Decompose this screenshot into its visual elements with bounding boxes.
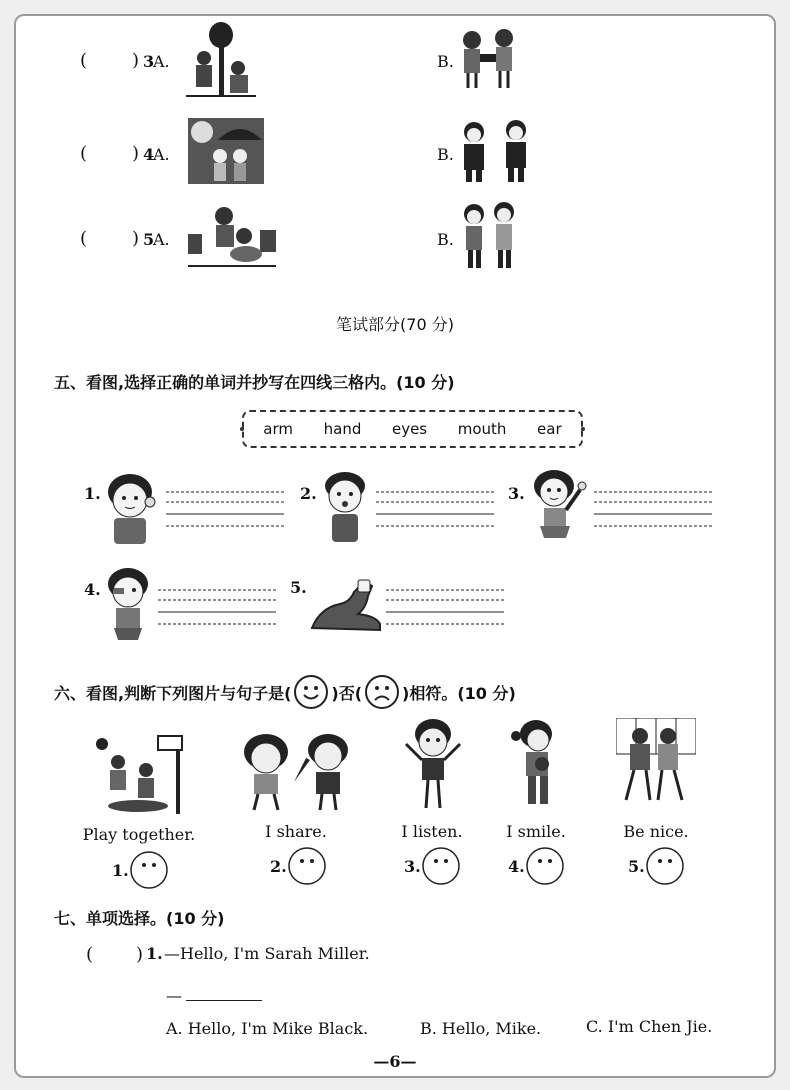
answer-paren-open: ( bbox=[86, 944, 94, 965]
item-number: 4. bbox=[508, 856, 525, 876]
boy-listening-illustration bbox=[400, 716, 466, 814]
section-5-title: 五、看图,选择正确的单词并抄写在四线三格内。(10 分) bbox=[54, 373, 455, 392]
item-number: 1. bbox=[84, 484, 101, 503]
writing-lines bbox=[166, 490, 284, 530]
item-number: 2. bbox=[270, 856, 287, 876]
option-b-label: B. bbox=[437, 230, 454, 249]
answer-blank[interactable] bbox=[186, 1000, 262, 1001]
blank-face-answer-icon[interactable] bbox=[287, 846, 327, 886]
smiley-face-icon bbox=[293, 674, 329, 710]
answer-circle-group bbox=[628, 846, 685, 886]
page-number: —6— bbox=[373, 1052, 417, 1071]
section-6-title-part: )否( bbox=[331, 683, 363, 703]
picture-caption: I smile. bbox=[506, 822, 566, 841]
answer-circle-group bbox=[112, 850, 169, 890]
word-bank-word: mouth bbox=[457, 420, 507, 438]
girl-touching-eyes-illustration bbox=[100, 566, 156, 648]
answer-paren-open: ( bbox=[80, 50, 88, 71]
sad-face-icon bbox=[364, 674, 400, 710]
item-number: 5. bbox=[290, 578, 307, 597]
answer-circle-group bbox=[404, 846, 461, 886]
kids-under-umbrella-illustration bbox=[188, 118, 264, 184]
boy-helping-friend-illustration bbox=[188, 204, 276, 268]
blank-face-answer-icon[interactable] bbox=[525, 846, 565, 886]
picture-caption: I listen. bbox=[401, 822, 463, 841]
answer-paren-close: ) bbox=[132, 228, 140, 249]
item-number: 1. bbox=[146, 944, 163, 963]
boy-touching-ear-illustration bbox=[102, 472, 160, 552]
blank-face-answer-icon[interactable] bbox=[129, 850, 169, 890]
girl-raising-hand-illustration bbox=[528, 468, 590, 550]
answer-dash: — bbox=[166, 986, 182, 1005]
option-a-label: A. bbox=[153, 52, 170, 71]
written-part-title: 笔试部分(70 分) bbox=[336, 315, 454, 334]
kids-planting-tree-illustration bbox=[186, 20, 256, 100]
writing-lines bbox=[594, 490, 712, 530]
girl-smiling-illustration bbox=[508, 718, 566, 812]
two-girls-sharing-illustration bbox=[456, 26, 522, 92]
picture-caption: I share. bbox=[265, 822, 327, 841]
answer-paren-open: ( bbox=[80, 143, 88, 164]
item-number: 5 bbox=[143, 230, 155, 249]
section-6-title-part: )相符。(10 分) bbox=[402, 683, 516, 703]
option-c: C. I'm Chen Jie. bbox=[586, 1017, 713, 1036]
question-text: —Hello, I'm Sarah Miller. bbox=[164, 944, 370, 963]
boy-pointing-mouth-illustration bbox=[318, 470, 372, 550]
kids-playing-basketball-illustration bbox=[94, 720, 190, 816]
option-a-label: A. bbox=[153, 145, 170, 164]
answer-paren-close: ) bbox=[136, 944, 144, 965]
two-kids-talking-illustration bbox=[458, 118, 532, 184]
boys-being-nice-illustration bbox=[616, 718, 696, 808]
word-bank bbox=[242, 410, 583, 448]
option-a: A. Hello, I'm Mike Black. bbox=[166, 1019, 369, 1038]
item-number: 4 bbox=[143, 145, 155, 164]
writing-lines bbox=[376, 490, 494, 530]
two-kids-walking-illustration bbox=[458, 200, 522, 272]
kids-sharing-umbrella-illustration bbox=[236, 732, 364, 814]
option-b-label: B. bbox=[437, 145, 454, 164]
option-a-label: A. bbox=[153, 230, 170, 249]
item-number: 3. bbox=[404, 856, 421, 876]
option-b: B. Hello, Mike. bbox=[420, 1019, 542, 1038]
blank-face-answer-icon[interactable] bbox=[645, 846, 685, 886]
section-6-title bbox=[54, 674, 516, 710]
item-number: 2. bbox=[300, 484, 317, 503]
writing-lines bbox=[386, 588, 504, 628]
section-7-title: 七、单项选择。(10 分) bbox=[54, 909, 225, 928]
picture-caption: Be nice. bbox=[623, 822, 689, 841]
answer-circle-group bbox=[270, 846, 327, 886]
item-number: 5. bbox=[628, 856, 645, 876]
flexed-arm-illustration bbox=[310, 578, 382, 632]
item-number: 3 bbox=[143, 52, 155, 71]
item-number: 4. bbox=[84, 580, 101, 599]
writing-lines bbox=[158, 588, 276, 628]
item-number: 3. bbox=[508, 484, 525, 503]
answer-circle-group bbox=[508, 846, 565, 886]
answer-paren-close: ) bbox=[132, 50, 140, 71]
word-bank-word: arm bbox=[263, 420, 294, 438]
section-6-title-part: 六、看图,判断下列图片与句子是( bbox=[54, 683, 292, 703]
option-b-label: B. bbox=[437, 52, 454, 71]
picture-caption: Play together. bbox=[82, 825, 196, 844]
word-bank-word: eyes bbox=[391, 420, 428, 438]
word-bank-word: ear bbox=[537, 420, 562, 438]
answer-paren-close: ) bbox=[132, 143, 140, 164]
item-number: 1. bbox=[112, 860, 129, 880]
word-bank-word: hand bbox=[323, 420, 362, 438]
blank-face-answer-icon[interactable] bbox=[421, 846, 461, 886]
answer-paren-open: ( bbox=[80, 228, 88, 249]
